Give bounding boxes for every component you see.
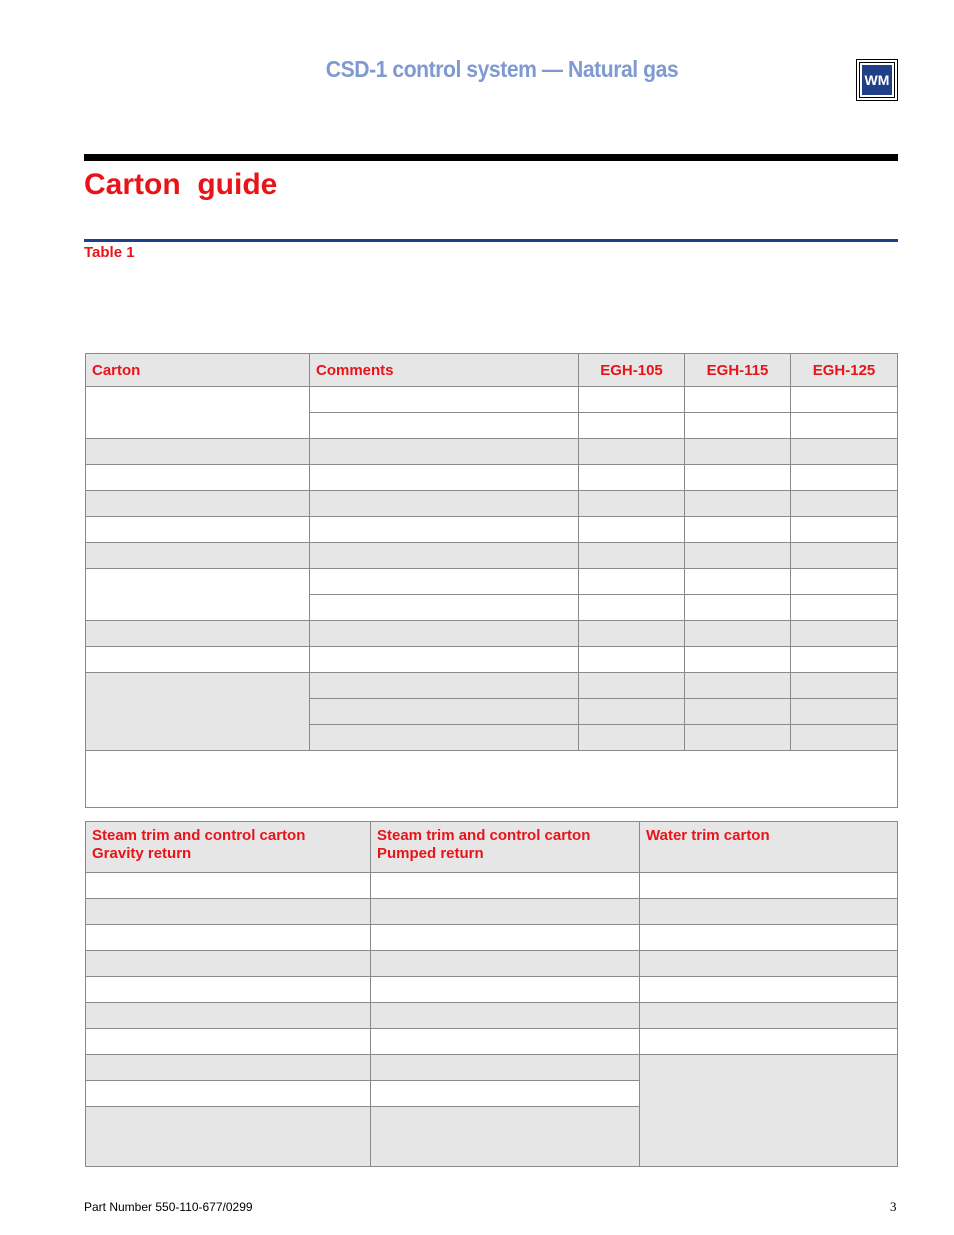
header-title: CSD-1 control system — Natural gas: [325, 56, 679, 82]
table-cell: [86, 387, 310, 439]
table-row: [86, 1029, 898, 1055]
top-rule: [84, 154, 898, 161]
table-cell: [86, 439, 310, 465]
table-cell: [791, 673, 898, 699]
table-cell: [579, 439, 685, 465]
table-cell: [310, 491, 579, 517]
table-cell: [685, 517, 791, 543]
table-cell: [310, 569, 579, 595]
col-header-steam-gravity: [86, 822, 371, 873]
table-row: [86, 673, 898, 699]
table-cell: [86, 1055, 371, 1081]
table-cell: [685, 621, 791, 647]
table-cell: [371, 1003, 640, 1029]
table-cell: [685, 491, 791, 517]
table-row: [86, 951, 898, 977]
table-row: [86, 647, 898, 673]
table-cell: [579, 465, 685, 491]
table-row: [86, 543, 898, 569]
table-cell: [791, 413, 898, 439]
blue-rule: [84, 239, 898, 242]
table-cell: [791, 543, 898, 569]
table-cell: [685, 543, 791, 569]
table-cell: [310, 673, 579, 699]
table-row: [86, 977, 898, 1003]
table-cell: [371, 1107, 640, 1167]
table-cell: [791, 491, 898, 517]
table-cell: [579, 595, 685, 621]
table-row: [86, 899, 898, 925]
table-cell: [579, 413, 685, 439]
table-cell: [640, 1003, 898, 1029]
table-header-row: [86, 354, 898, 387]
col-header-comments: Comments: [310, 354, 579, 387]
table-cell: [685, 387, 791, 413]
trim-carton-table: [85, 821, 898, 1167]
table-cell: [86, 621, 310, 647]
table-header-row: [86, 822, 898, 873]
header-line: Water trim carton: [646, 827, 770, 844]
logo-mark: WM: [860, 63, 894, 97]
table-cell: [579, 387, 685, 413]
table-cell: [310, 439, 579, 465]
table-cell: [685, 439, 791, 465]
table-cell: [685, 595, 791, 621]
table-cell: [791, 725, 898, 751]
table-cell: [86, 1081, 371, 1107]
table-cell: [86, 491, 310, 517]
table-cell: [579, 621, 685, 647]
table-cell: [86, 873, 371, 899]
table-note-cell: [86, 751, 898, 808]
table-cell: [86, 465, 310, 491]
header-line: Pumped return: [377, 845, 484, 862]
col-header-egh-125: EGH-125: [791, 354, 898, 387]
page-number: 3: [890, 1199, 897, 1214]
table-cell: [685, 465, 791, 491]
table-cell: [640, 1029, 898, 1055]
table-cell: [791, 647, 898, 673]
table-row: [86, 1003, 898, 1029]
table-cell: [579, 517, 685, 543]
part-number: Part Number 550-110-677/0299: [84, 1200, 253, 1214]
table-cell: [86, 899, 371, 925]
col-header-egh-105: EGH-105: [579, 354, 685, 387]
table-cell: [791, 595, 898, 621]
table-cell: [86, 517, 310, 543]
table-cell: [685, 725, 791, 751]
table-row: [86, 873, 898, 899]
table-cell: [579, 699, 685, 725]
table-cell: [371, 1055, 640, 1081]
table-row: [86, 465, 898, 491]
table-cell: [791, 387, 898, 413]
table-cell: [791, 517, 898, 543]
table-row: [86, 517, 898, 543]
table-cell: [640, 899, 898, 925]
table-cell: [310, 647, 579, 673]
table-cell: [579, 543, 685, 569]
table-label: Table 1: [84, 244, 135, 261]
table-cell: [371, 1081, 640, 1107]
table-cell: [86, 673, 310, 751]
table-cell: [685, 673, 791, 699]
table-row: [86, 1055, 898, 1081]
table-row: [86, 569, 898, 595]
table-cell: [640, 925, 898, 951]
table-cell: [371, 873, 640, 899]
header-line: Steam trim and control carton: [92, 827, 306, 844]
table-cell: [685, 413, 791, 439]
table-cell: [579, 673, 685, 699]
table-cell: [371, 1029, 640, 1055]
table-cell: [640, 977, 898, 1003]
table-cell: [86, 1107, 371, 1167]
table-cell: [310, 595, 579, 621]
table-cell: [685, 699, 791, 725]
brand-logo: [856, 59, 898, 101]
table-cell: [86, 977, 371, 1003]
table-cell: [310, 621, 579, 647]
header-line: Gravity return: [92, 845, 192, 862]
table-cell: [685, 647, 791, 673]
table-cell: [791, 699, 898, 725]
table-cell: [310, 725, 579, 751]
table-cell: [86, 925, 371, 951]
header-line: Steam trim and control carton: [377, 827, 591, 844]
col-header-steam-pumped: [371, 822, 640, 873]
table-cell: [310, 413, 579, 439]
table-cell: [371, 925, 640, 951]
table-cell: [310, 465, 579, 491]
table-cell: [579, 491, 685, 517]
table-cell: [579, 647, 685, 673]
table-cell: [791, 621, 898, 647]
table-cell: [310, 387, 579, 413]
section-title: Carton guide: [84, 168, 278, 201]
table-row: [86, 925, 898, 951]
table-cell: [579, 569, 685, 595]
table-cell: [791, 569, 898, 595]
col-header-water-trim: [640, 822, 898, 873]
table-cell: [86, 1003, 371, 1029]
table-cell: [791, 439, 898, 465]
table-cell: [371, 951, 640, 977]
table-cell: [86, 1029, 371, 1055]
table-cell: [371, 977, 640, 1003]
table-row: [86, 387, 898, 413]
carton-table: [85, 353, 898, 808]
col-header-egh-115: EGH-115: [685, 354, 791, 387]
table-cell: [86, 951, 371, 977]
table-cell: [791, 465, 898, 491]
table-row: [86, 439, 898, 465]
table-cell: [640, 951, 898, 977]
table-cell: [371, 899, 640, 925]
table-cell: [86, 543, 310, 569]
table-cell: [685, 569, 791, 595]
table-cell: [86, 569, 310, 621]
table-row: [86, 621, 898, 647]
table-cell: [310, 517, 579, 543]
col-header-carton: Carton: [86, 354, 310, 387]
table-cell: [310, 543, 579, 569]
table-cell: [86, 647, 310, 673]
table-note-row: [86, 751, 898, 808]
table-cell: [640, 1055, 898, 1167]
table-row: [86, 491, 898, 517]
table-cell: [640, 873, 898, 899]
table-cell: [579, 725, 685, 751]
table-cell: [310, 699, 579, 725]
